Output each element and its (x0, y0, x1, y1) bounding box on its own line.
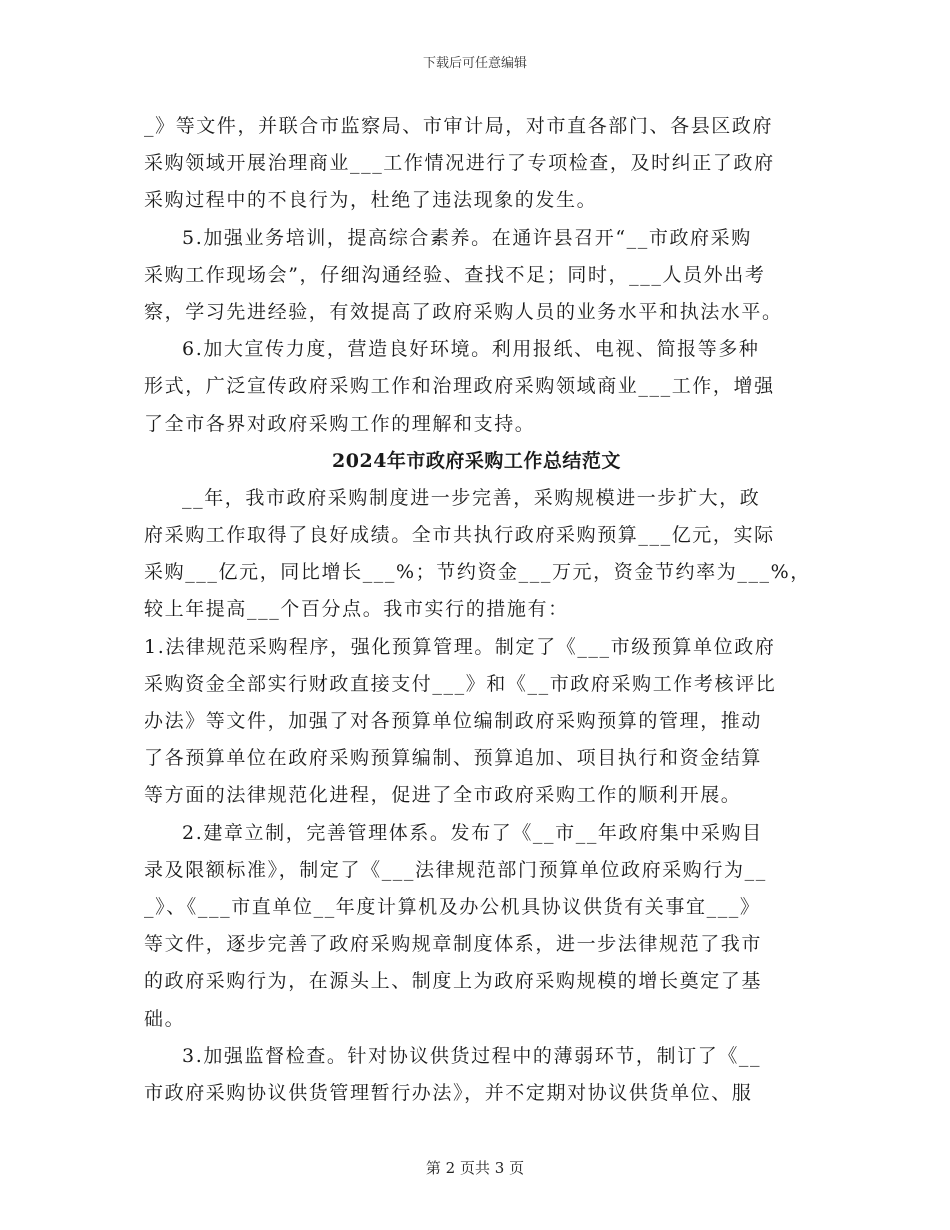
text-line: _》、《___市直单位__年度计算机及办公机具协议供货有关事宜___》 (144, 895, 761, 918)
text-line: 办法》等文件，加强了对各预算单位编制政府采购预算的管理，推动 (144, 710, 763, 732)
text-line: 府采购工作取得了良好成绩。全市共执行政府采购预算___亿元，实际 (144, 524, 775, 547)
text-line: 了全市各界对政府采购工作的理解和支持。 (144, 412, 536, 435)
text-line: 采购过程中的不良行为，杜绝了违法现象的发生。 (144, 189, 598, 212)
paragraph-start-line: __年，我市政府采购制度进一步完善，采购规模进一步扩大，政 (182, 486, 761, 509)
paragraph-start-line: 2.建章立制，完善管理体系。发布了《__市__年政府集中采购目 (182, 821, 763, 844)
text-line: 察，学习先进经验，有效提高了政府采购人员的业务水平和执法水平。 (144, 300, 783, 323)
page-footer: 第 2 页共 3 页 (425, 1159, 525, 1177)
text-line: 采购领域开展治理商业___工作情况进行了专项检查，及时纠正了政府 (144, 152, 775, 175)
paragraph-start-line: 3.加强监督检查。针对协议供货过程中的薄弱环节，制订了《__ (182, 1044, 762, 1067)
text-line: _》等文件，并联合市监察局、市审计局，对市直各部门、各县区政府 (144, 115, 774, 137)
paragraph-start-line: 6.加大宣传力度，营造良好环境。利用报纸、电视、简报等多种 (182, 338, 760, 361)
paragraph-start-line: 1.法律规范采购程序，强化预算管理。制定了《___市级预算单位政府 (144, 635, 776, 658)
text-line: 采购___亿元，同比增长___%；节约资金___万元，资金节约率为___%， (144, 561, 811, 584)
document-body (144, 108, 809, 1112)
section-title: 2024年市政府采购工作总结范文 (332, 449, 621, 472)
text-line: 录及限额标准》，制定了《___法律规范部门预算单位政府采购行为__ (144, 858, 767, 881)
text-line: 础。 (144, 1007, 186, 1030)
page-header: 下载后可任意编辑 (422, 56, 527, 71)
text-line: 形式，广泛宣传政府采购工作和治理政府采购领域商业___工作，增强 (144, 375, 775, 398)
text-line: 采购工作现场会”，仔细沟通经验、查找不足；同时，___人员外出考 (144, 263, 766, 286)
text-line: 较上年提高___个百分点。我市实行的措施有： (144, 598, 569, 621)
text-line: 市政府采购协议供货管理暂行办法》，并不定期对协议供货单位、服 (144, 1081, 753, 1104)
text-line: 了各预算单位在政府采购预算编制、预算追加、项目执行和资金结算 (144, 747, 763, 770)
text-line: 采购资金全部实行财政直接支付___》和《__市政府采购工作考核评比 (144, 672, 777, 695)
paragraph-start-line: 5.加强业务培训，提高综合素养。在通许县召开“__市政府采购 (182, 226, 752, 249)
text-line: 等文件，逐步完善了政府采购规章制度体系，进一步法律规范了我市 (144, 933, 763, 956)
text-line: 的政府采购行为，在源头上、制度上为政府采购规模的增长奠定了基 (144, 970, 763, 993)
text-line: 等方面的法律规范化进程，促进了全市政府采购工作的顺利开展。 (144, 784, 742, 807)
